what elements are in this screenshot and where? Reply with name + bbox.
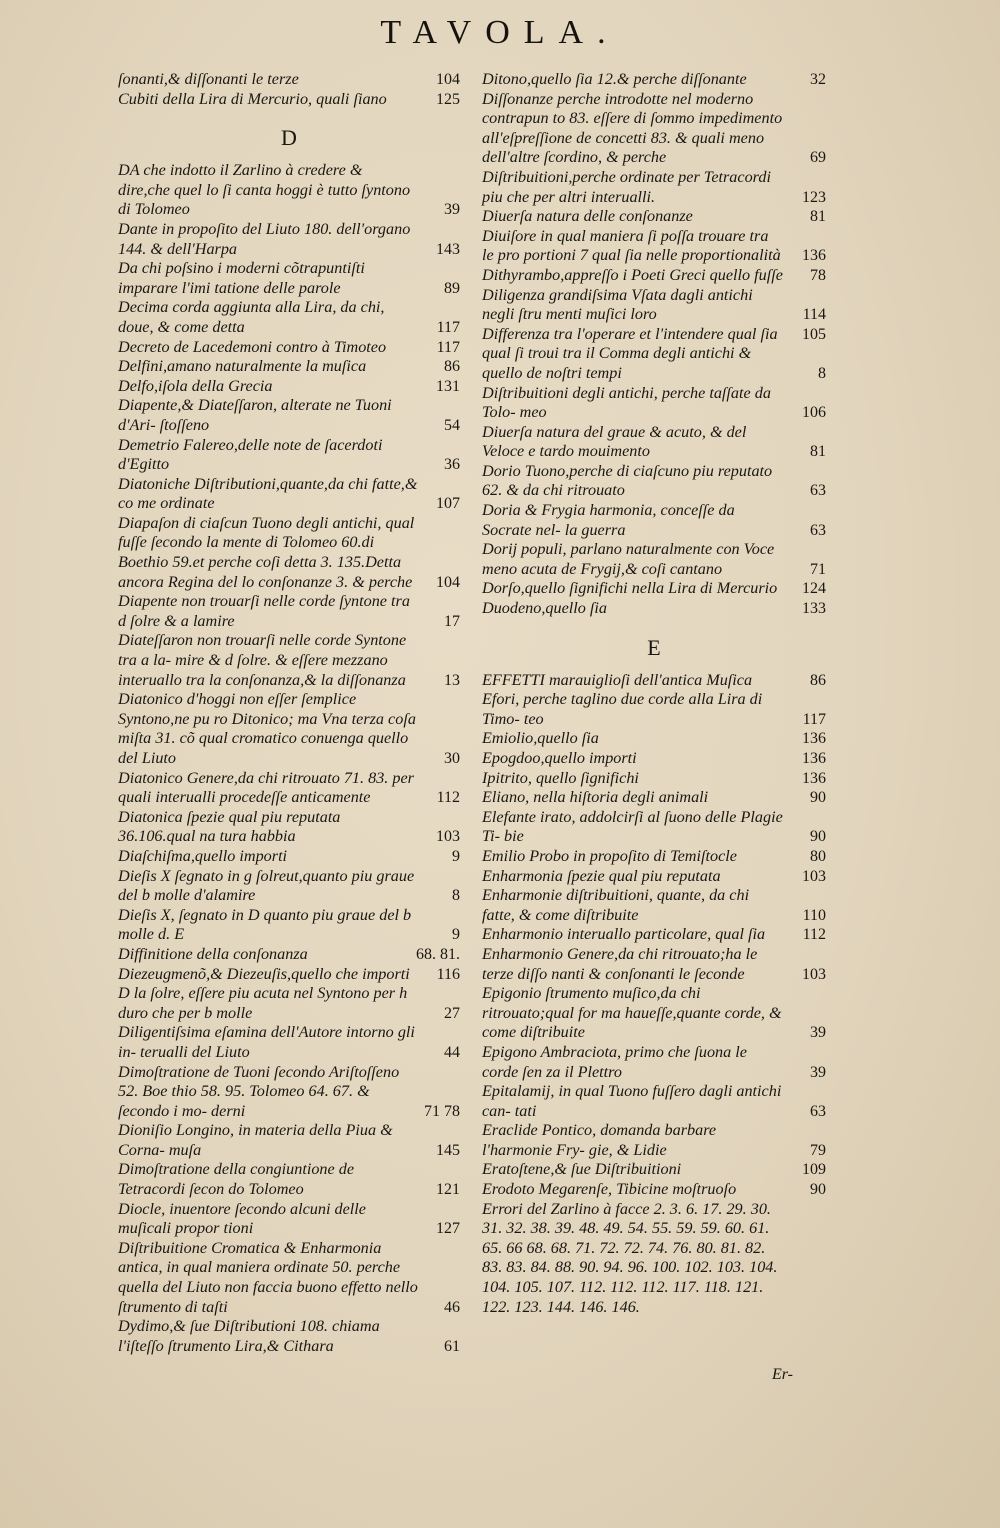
page-number: 117	[802, 710, 826, 728]
entry-text: qual ſi troui tra il Comma degli antichi & quello de noſtri tempi	[482, 344, 752, 382]
entry-text: Dithyrambo,appreſſo i Poeti Greci quello fuſſe	[482, 265, 783, 284]
page-number: 8	[452, 887, 460, 905]
page-number: 54	[444, 416, 460, 434]
index-entry	[118, 1160, 460, 1199]
entry-text: Diligentiſsima eſamina dell'Autore intorno gli in- terualli del Liuto	[118, 1023, 415, 1061]
page-number: 63	[810, 482, 826, 500]
page-number: 123	[802, 188, 826, 206]
entry-text: Diapente non trouarſi nelle corde ſyntone tra d ſolre & a lamire	[118, 592, 410, 630]
page-number: 127	[436, 1220, 460, 1238]
index-entry	[118, 475, 460, 514]
index-entry	[482, 540, 826, 579]
page-number: 89	[444, 279, 460, 297]
page-number: 104	[436, 71, 460, 88]
entry-text: Emiolio,quello ſia	[482, 729, 599, 748]
entry-text: Diffinitione della conſonanza	[118, 944, 308, 963]
entry-text: Epitalamij, in qual Tuono fuſſero dagli antichi can- tati	[482, 1082, 782, 1120]
entry-text: Decima corda aggiunta alla Lira, da chi, doue, & come detta	[118, 298, 385, 336]
entry-text: Elefante irato, addolcirſi al ſuono delle Plagie Ti- bie	[482, 807, 783, 846]
index-entry	[482, 925, 826, 945]
page-header: TAVOLA.	[380, 14, 620, 51]
index-column-left	[118, 62, 460, 1356]
page-number: 32	[810, 71, 826, 88]
page-number: 8	[818, 364, 826, 382]
index-entry	[482, 1121, 826, 1160]
page-number: 114	[802, 306, 826, 324]
index-entry	[482, 501, 826, 540]
entry-text: Diuiſore in qual maniera ſi poſſa trouare tra le pro portioni 7 qual ſia nelle proportionalità	[482, 226, 781, 265]
index-column-right	[482, 62, 826, 1317]
entry-text: Epigonio ſtrumento muſico,da chi ritrouato;qual for ma haueſſe,quante corde, & come diſtribuite	[482, 984, 782, 1042]
page-number: 103	[436, 828, 460, 846]
entry-text: Erodoto Megarenſe, Tibicine moſtruoſo	[482, 1180, 737, 1199]
entry-text: Diaſchiſma,quello importi	[118, 846, 288, 865]
entry-text: Dieſis X ſegnato in g ſolreut,quanto piu graue del b molle d'alamire	[118, 866, 415, 905]
index-entry	[482, 344, 826, 383]
entry-text: Diſtribuitioni degli antichi, perche taſſate da Tolo- meo	[482, 383, 771, 422]
entry-text: Diateſſaron non trouarſi nelle corde Syntone tra a la- mire & d ſolre. & eſſere mezzano interuallo tra la conſonanza,& la diſſonanza	[118, 631, 407, 689]
entry-text: Diuerſa natura delle conſonanze	[482, 207, 693, 226]
entry-text: Ditono,quello ſia 12.& perche diſſonante	[482, 70, 747, 88]
entry-text: Dimoſtratione della congiuntione de Tetracordi ſecon do Tolomeo	[118, 1160, 355, 1199]
index-entry	[118, 945, 460, 965]
index-entry	[482, 207, 826, 227]
page-number: 136	[802, 750, 826, 767]
entry-text: Diatonica ſpezie qual piu reputata 36.106.qual na tura habbia	[118, 807, 341, 846]
index-entry	[482, 847, 826, 867]
index-entry	[482, 1200, 826, 1318]
entry-text: Diatonico Genere,da chi ritrouato 71. 83. per quali interualli procedeſſe anticamente	[118, 768, 414, 807]
index-entry	[482, 70, 826, 90]
entry-text: Decreto de Lacedemoni contro à Timoteo	[118, 337, 387, 356]
page-number: 109	[802, 1161, 826, 1179]
entry-text: Doria & Frygia harmonia, conceſſe da Socrate nel- la guerra	[482, 501, 735, 539]
page-number: 71 78	[424, 1102, 460, 1120]
entry-text: D la ſolre, eſſere piu acuta nel Syntono per h duro che per b molle	[118, 984, 408, 1022]
page-number: 136	[802, 247, 826, 265]
entry-text: Eratoſtene,& ſue Diſtribuitioni	[482, 1160, 682, 1179]
entry-text: Efori, perche taglino due corde alla Lira di Timo- teo	[482, 690, 763, 728]
page-number: 63	[810, 1102, 826, 1120]
index-entry	[118, 867, 460, 906]
index-entry	[482, 671, 826, 691]
entry-text: Dieſis X, ſegnato in D quanto piu graue del b molle d. E	[118, 905, 412, 944]
index-entry	[482, 325, 826, 345]
entry-text: Ipitrito, quello ſignifichi	[482, 768, 639, 787]
entry-text: Diatonico d'hoggi non eſſer ſemplice Syntono,ne pu ro Ditonico; ma Vna terza coſa miſta 31. cõ qual cromatico conuenga quello del Liuto	[118, 690, 416, 767]
page-number: 79	[810, 1141, 826, 1159]
index-entry	[118, 1200, 460, 1239]
page-number: 106	[802, 404, 826, 422]
entry-text: Dorio Tuono,perche di ciaſcuno piu reputato 62. & da chi ritrouato	[482, 461, 773, 500]
index-entry	[482, 286, 826, 325]
index-entry	[118, 592, 460, 631]
page-number: 81	[810, 208, 826, 226]
page-number: 124	[802, 580, 826, 598]
page-number: 81	[810, 443, 826, 461]
index-entry	[482, 168, 826, 207]
page-number: 13	[444, 671, 460, 689]
page-number: 107	[436, 495, 460, 513]
entry-text: ſonanti,& diſſonanti le terze	[118, 70, 299, 88]
entry-text: Diezeugmenõ,& Diezeuſis,quello che importi	[118, 964, 410, 983]
page-number: 131	[436, 377, 460, 395]
index-entry	[482, 90, 826, 168]
index-entry	[118, 514, 460, 592]
index-entry	[482, 384, 826, 423]
page-number: 17	[444, 612, 460, 630]
entry-text: Diocle, inuentore ſecondo alcuni delle muſicali propor tioni	[118, 1199, 366, 1238]
entry-text: Dydimo,& ſue Diſtributioni 108. chiama l'iſteſſo ſtrumento Lira,& Cithara	[118, 1317, 380, 1355]
page-number: 39	[810, 1063, 826, 1081]
page-number: 86	[444, 358, 460, 376]
index-entry	[118, 259, 460, 298]
index-entry	[482, 867, 826, 887]
index-entry	[118, 965, 460, 985]
page-number: 112	[436, 789, 460, 807]
page-number: 121	[436, 1181, 460, 1199]
index-entry	[118, 631, 460, 690]
index-entry	[118, 690, 460, 768]
entry-text: Delfini,amano naturalmente la muſica	[118, 357, 367, 376]
catchword: Er-	[772, 1366, 794, 1383]
index-entry	[482, 1180, 826, 1200]
entry-text: Errori del Zarlino à facce 2. 3. 6. 17. 29. 30. 31. 32. 38. 39. 48. 49. 54. 55. 59. 59. 60. 61. 65. 66 68. 68. 71. 72. 72. 74. 76. 80. 81. 82. 83. 83. 84. 88. 90. 94. 96. 100. 102. 103. 104. 104. 105. 107. 112. 112. 112. 117. 118. 121. 122. 123. 144. 146. 146.	[482, 1199, 778, 1316]
entry-text: Diſtribuitioni,perche ordinate per Tetracordi piu che per altri interualli.	[482, 167, 771, 206]
page-number: 39	[810, 1024, 826, 1042]
index-entry	[482, 1082, 826, 1121]
index-entry	[482, 423, 826, 462]
page-number: 39	[444, 201, 460, 219]
page-number: 103	[802, 965, 826, 983]
entry-text: EFFETTI marauiglioſi dell'antica Muſica	[482, 670, 753, 689]
page-number: 104	[436, 573, 460, 591]
page-number: 112	[802, 926, 826, 944]
index-entry	[482, 1160, 826, 1180]
index-entry	[118, 1317, 460, 1356]
index-entry	[482, 788, 826, 808]
index-entry	[118, 769, 460, 808]
entry-text: Enharmonie diſtribuitioni, quante, da chi fatte, & come diſtribuite	[482, 886, 750, 924]
index-entry	[118, 357, 460, 377]
page-number: 27	[444, 1004, 460, 1022]
index-entry	[118, 1023, 460, 1062]
page-number: 125	[436, 90, 460, 108]
entry-text: Delfo,iſola della Grecia	[118, 376, 273, 395]
page-number: 90	[810, 789, 826, 807]
page-number: 46	[444, 1298, 460, 1316]
entry-text: Enharmonio interuallo particolare, qual ſia	[482, 925, 766, 944]
page-number: 63	[810, 521, 826, 539]
page-number: 110	[802, 906, 826, 924]
entry-text: Diapaſon di ciaſcun Tuono degli antichi, qual fuſſe ſecondo la mente di Tolomeo 60.di Boethio 59.et perche coſi detta 3. 135.Detta ancora Regina del lo conſonanze 3. & perche	[118, 513, 415, 591]
section-letter: E	[647, 634, 661, 660]
page-number: 90	[810, 1181, 826, 1199]
section-letter: D	[281, 125, 297, 151]
entry-text: Dante in propoſito del Liuto 180. dell'organo 144. & dell'Harpa	[118, 219, 411, 258]
index-entry	[118, 298, 460, 337]
index-entry	[118, 396, 460, 435]
index-entry	[118, 70, 460, 90]
entry-text: Emilio Probo in propoſito di Temiſtocle	[482, 846, 737, 865]
entry-text: Dioniſio Longino, in materia della Piua & Corna- muſa	[118, 1121, 393, 1159]
entry-text: Epogdoo,quello importi	[482, 749, 637, 767]
page-number: 9	[452, 926, 460, 944]
index-entry	[118, 906, 460, 945]
index-entry	[482, 690, 826, 729]
entry-text: Diapente,& Diateſſaron, alterate ne Tuoni d'Ari- ſtoſſeno	[118, 396, 392, 434]
page-number: 143	[436, 240, 460, 258]
index-entry	[118, 377, 460, 397]
index-entry	[118, 808, 460, 847]
page-number: 105	[802, 325, 826, 343]
index-entry	[482, 579, 826, 599]
page-number: 78	[810, 266, 826, 284]
index-entry	[118, 338, 460, 358]
index-entry	[482, 769, 826, 789]
page-number: 116	[436, 965, 460, 983]
entry-text: Eliano, nella hiſtoria degli animali	[482, 788, 709, 807]
index-entry	[482, 749, 826, 769]
page-number: 117	[436, 318, 460, 336]
index-entry	[118, 1121, 460, 1160]
entry-text: Diſtribuitione Cromatica & Enharmonia antica, in qual maniera ordinate 50. perche quella del Liuto non faccia buono effetto nello ſtrumento di taſti	[118, 1238, 418, 1316]
entry-text: Differenza tra l'operare et l'intendere qual ſia	[482, 324, 778, 343]
index-entry	[118, 1063, 460, 1122]
page-number: 103	[802, 867, 826, 885]
index-entry	[118, 847, 460, 867]
entry-text: Duodeno,quello ſia	[482, 599, 607, 618]
index-entry	[118, 90, 460, 110]
page-number: 136	[802, 769, 826, 787]
index-entry	[118, 220, 460, 259]
entry-text: Dimoſtratione de Tuoni ſecondo Ariſtoſſeno 52. Boe thio 58. 95. Tolomeo 64. 67. & ſecondo i mo- derni	[118, 1062, 400, 1120]
page-number: 68. 81.	[416, 945, 460, 963]
entry-text: Dorij populi, parlano naturalmente con Voce meno acuta de Frygij,& coſi cantano	[482, 540, 775, 578]
index-entry	[482, 886, 826, 925]
page-number: 36	[444, 456, 460, 474]
entry-text: Cubiti della Lira di Mercurio, quali ſiano	[118, 89, 387, 108]
index-entry	[118, 161, 460, 220]
index-entry	[482, 462, 826, 501]
entry-text: Eraclide Pontico, domanda barbare l'harmonie Fry- gie, & Lidie	[482, 1121, 717, 1159]
entry-text: Diligenza grandiſsima Vſata dagli antichi negli ſtru menti muſici loro	[482, 285, 753, 324]
entry-text: Da chi poſsino i moderni cõtrapuntiſti imparare l'imi tatione delle parole	[118, 259, 365, 297]
page-number: 69	[810, 149, 826, 167]
page-number: 9	[452, 847, 460, 865]
index-entry	[482, 808, 826, 847]
entry-text: Enharmonia ſpezie qual piu reputata	[482, 866, 721, 885]
index-entry	[118, 984, 460, 1023]
index-entry	[482, 945, 826, 984]
entry-text: Diuerſa natura del graue & acuto, & del Veloce e tardo mouimento	[482, 422, 747, 461]
index-entry	[482, 227, 826, 266]
entry-text: Demetrio Falereo,delle note de ſacerdoti d'Egitto	[118, 435, 383, 474]
page-number: 44	[444, 1043, 460, 1061]
page-number: 117	[436, 338, 460, 356]
index-entry	[482, 599, 826, 619]
index-entry	[482, 729, 826, 749]
page-number: 30	[444, 750, 460, 767]
entry-text: DA che indotto il Zarlino à credere & dire,che quel lo ſi canta hoggi è tutto ſyntono di Tolomeo	[118, 161, 411, 219]
page-number: 145	[436, 1141, 460, 1159]
index-entry	[482, 984, 826, 1043]
page-number: 86	[810, 671, 826, 689]
entry-text: Epigono Ambraciota, primo che ſuona le corde ſen za il Plettro	[482, 1042, 747, 1081]
entry-text: Dorſo,quello ſignifichi nella Lira di Mercurio	[482, 579, 778, 598]
page-number: 61	[444, 1337, 460, 1355]
index-entry	[118, 1239, 460, 1317]
page-number: 136	[802, 730, 826, 748]
index-entry	[482, 1043, 826, 1082]
page-number: 80	[810, 847, 826, 865]
index-entry	[482, 266, 826, 286]
page-number: 133	[802, 600, 826, 618]
entry-text: Diſſonanze perche introdotte nel moderno contrapun to 83. eſſere di ſommo impedimento all'eſpreſſione de concetti 83. & quali meno dell'altre ſcordino, & perche	[482, 89, 783, 167]
page-number: 90	[810, 828, 826, 846]
entry-text: Diatoniche Diſtributioni,quante,da chi fatte,& co me ordinate	[118, 474, 418, 513]
entry-text: Enharmonio Genere,da chi ritrouato;ha le terze diſſo nanti & conſonanti le ſeconde	[482, 944, 758, 983]
index-entry	[118, 436, 460, 475]
page-number: 71	[810, 560, 826, 578]
